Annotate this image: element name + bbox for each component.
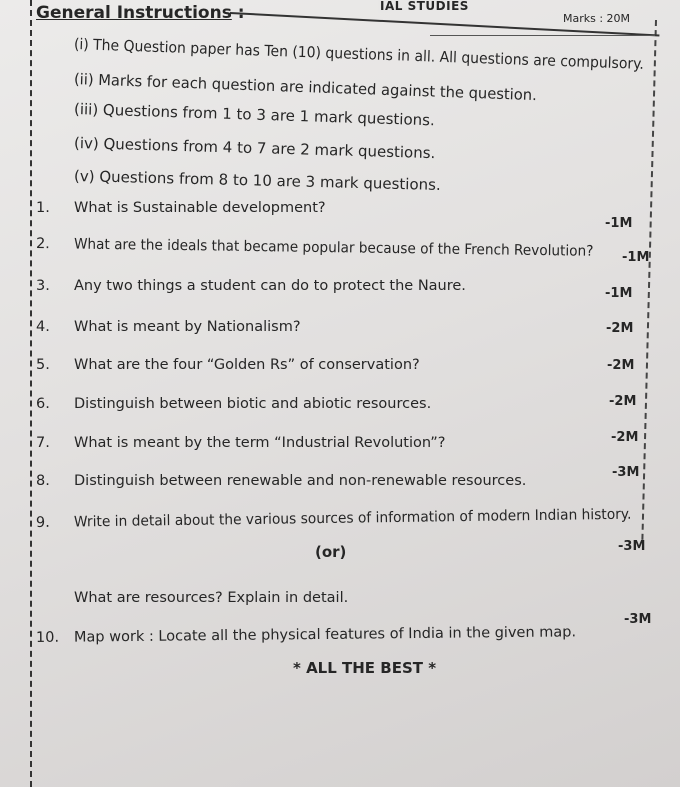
border-line <box>641 20 657 540</box>
question-marks: -1M <box>605 286 633 301</box>
question-marks: -1M <box>605 216 633 231</box>
question: 3. Any two things a student can do to protect the Naure. <box>36 278 466 294</box>
instruction-item: (ii) Marks for each question are indicated against the question. <box>73 70 538 105</box>
question: 7. What is meant by the term “Industrial Revolution”? <box>36 435 446 451</box>
or-separator: (or) <box>315 543 347 561</box>
question: 2. What are the ideals that became popular because of the French Revolution? <box>35 236 594 260</box>
section-heading: General Instructions : <box>36 3 245 23</box>
instruction-item: (i) The Question paper has Ten (10) questions in all. All questions are compulsory. <box>73 35 645 73</box>
question-marks: -2M <box>607 358 635 373</box>
question-marks: -2M <box>609 394 637 409</box>
question-marks: -3M <box>618 539 646 554</box>
question: 4. What is meant by Nationalism? <box>36 319 301 335</box>
question: 1. What is Sustainable development? <box>36 200 326 216</box>
question: 10. Map work : Locate all the physical features of India in the given map. <box>35 624 577 646</box>
question: 8. Distinguish between renewable and non-renewable resources. <box>36 473 527 489</box>
question: 9. Write in detail about the various sources of information of modern Indian history. <box>35 506 632 531</box>
question: 6. Distinguish between biotic and abiotic resources. <box>36 396 432 412</box>
question: 5. What are the four “Golden Rs” of conservation? <box>36 357 420 373</box>
instruction-item: (v) Questions from 8 to 10 are 3 mark questions. <box>73 167 441 194</box>
instruction-item: (iii) Questions from 1 to 3 are 1 mark questions. <box>73 100 436 130</box>
subject-title: IAL STUDIES <box>380 0 469 13</box>
closing-message: * ALL THE BEST * <box>293 659 437 677</box>
question-marks: -2M <box>611 430 639 445</box>
margin-line <box>30 0 32 787</box>
question-marks: -3M <box>612 465 640 480</box>
instruction-item: (iv) Questions from 4 to 7 are 2 mark questions. <box>73 134 436 163</box>
question-marks: -1M <box>622 250 650 265</box>
total-marks: Marks : 20M <box>563 12 631 25</box>
question-marks: -3M <box>624 612 652 627</box>
question-marks: -2M <box>606 321 634 336</box>
header-rule <box>430 35 655 36</box>
question-alternative: What are resources? Explain in detail. <box>74 590 349 606</box>
